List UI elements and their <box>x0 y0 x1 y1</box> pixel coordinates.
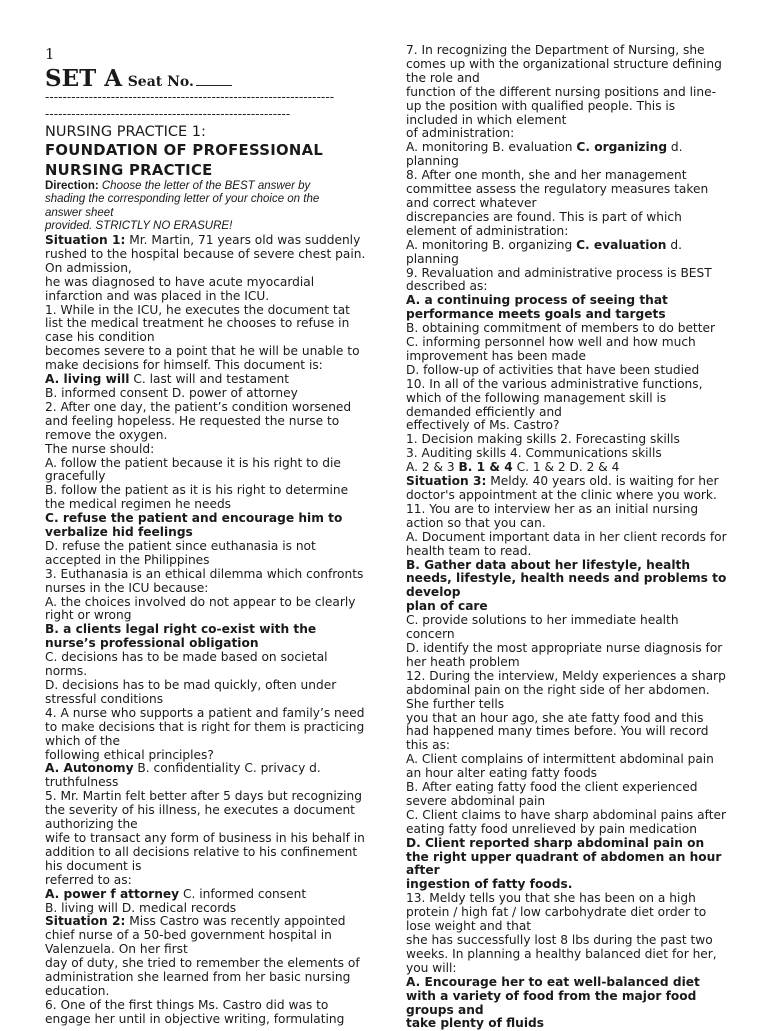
text-line <box>45 387 363 401</box>
section-subtitle <box>45 141 323 181</box>
body-text: D. follow-up of activities that have been studied <box>406 362 700 377</box>
text-line <box>406 642 724 656</box>
body-text: authorizing the <box>45 817 138 832</box>
answer-text: A. power f attorney <box>45 886 180 901</box>
text-line <box>45 623 363 637</box>
body-text: A. the choices involved do not appear to be clearly <box>45 594 356 609</box>
text-line <box>45 651 363 665</box>
text-line <box>406 906 724 920</box>
text-line <box>45 888 363 902</box>
body-text: chief nurse of a 50-bed government hospital in <box>45 928 332 943</box>
body-text: element of administration: <box>406 223 569 238</box>
text-line <box>406 976 724 990</box>
body-text: you that an hour ago, she ate fatty food and this <box>406 710 704 725</box>
answer-text: groups and <box>406 1002 484 1017</box>
text-line <box>406 350 724 364</box>
set-heading <box>45 65 232 92</box>
body-text: 3. Euthanasia is an ethical dilemma which confronts <box>45 566 364 581</box>
body-text: discrepancies are found. This is part of which <box>406 209 682 224</box>
right-column-body <box>406 43 727 1031</box>
body-text: the severity of his illness, he executes a document <box>45 803 355 818</box>
text-line <box>406 684 724 698</box>
text-line <box>45 790 363 804</box>
text-line <box>45 457 363 471</box>
body-text: 11. You are to interview her as an initial nursing <box>406 501 699 516</box>
text-line <box>406 225 724 239</box>
text-line <box>406 294 724 308</box>
text-line <box>45 512 363 526</box>
text-line <box>406 44 724 58</box>
body-text: She further tells <box>406 696 505 711</box>
body-text: weeks. In planning a healthy balanced diet for her, <box>406 946 717 961</box>
text-line <box>406 837 724 851</box>
body-text: truthfulness <box>45 775 119 790</box>
body-text: concern <box>406 627 455 642</box>
direction-text: shading the corresponding letter of your choice on the <box>45 193 320 206</box>
body-text: 2. After one day, the patient’s condition worsened <box>45 399 352 414</box>
text-line <box>406 920 724 934</box>
text-line <box>45 246 366 262</box>
body-text: of administration: <box>406 126 515 141</box>
text-line <box>45 818 363 832</box>
text-line <box>45 693 363 707</box>
body-text: the medical regimen he needs <box>45 497 232 512</box>
text-line <box>45 985 363 999</box>
text-line <box>45 304 363 318</box>
text-line <box>45 526 363 540</box>
body-text: referred to as: <box>45 872 132 887</box>
text-line <box>406 86 724 100</box>
body-text: an hour alter eating fatty foods <box>406 766 598 781</box>
text-line <box>406 628 724 642</box>
answer-text: C. evaluation <box>576 237 667 252</box>
body-text: effectively of Ms. Castro? <box>406 418 560 433</box>
body-text: this as: <box>406 738 451 753</box>
text-line <box>406 823 724 837</box>
text-line <box>45 429 363 443</box>
body-text: rushed to the hospital because of severe chest pain. <box>45 246 366 261</box>
body-text: 5. Mr. Martin felt better after 5 days but recognizing <box>45 789 362 804</box>
body-text: A. monitoring B. organizing <box>406 237 577 252</box>
text-line <box>406 878 724 892</box>
body-text: list the medical treatment he chooses to refuse in <box>45 316 350 331</box>
dash-line-1: ------------------------------------------------------------------ <box>45 90 335 104</box>
text-line <box>406 571 727 586</box>
body-text: lose weight and that <box>406 919 532 934</box>
text-line <box>45 443 363 457</box>
answer-text: with a variety of food from the major food <box>406 988 697 1003</box>
body-text: C. informing personnel how well and how much <box>406 335 696 350</box>
body-text: B. living will D. medical records <box>45 900 237 915</box>
answer-text: B. a clients legal right co-exist with the <box>45 622 317 637</box>
answer-text: A. living will <box>45 372 130 387</box>
answer-text: verbalize hid feelings <box>45 525 193 540</box>
body-text: up the position with qualified people. This is <box>406 98 676 113</box>
body-text: C. provide solutions to her immediate health <box>406 613 679 628</box>
section-subtitle-line: NURSING PRACTICE <box>45 162 213 179</box>
text-line <box>406 58 724 72</box>
body-text: 3. Auditing skills 4. Communications skills <box>406 446 662 461</box>
text-line <box>406 1004 724 1018</box>
answer-text: Situation 1: <box>45 233 126 247</box>
body-text: engage her until in objective writing, formulating <box>45 1011 345 1026</box>
body-text: planning <box>406 251 459 266</box>
text-line <box>406 141 724 155</box>
text-line <box>406 114 724 128</box>
body-text: function of the different nursing positions and line- <box>406 84 717 99</box>
text-line <box>406 753 724 767</box>
text-line <box>45 915 363 929</box>
text-line <box>406 169 724 183</box>
direction-text: provided. STRICTLY NO ERASURE! <box>45 220 233 233</box>
body-text: B. After eating fatty food the client experienced <box>406 780 698 795</box>
answer-text: needs, lifestyle, health needs and problems to <box>406 571 727 586</box>
direction-label: Direction: <box>45 180 99 192</box>
text-line <box>406 1017 724 1031</box>
text-line <box>45 276 363 290</box>
text-line <box>406 614 724 628</box>
text-line <box>406 127 724 141</box>
text-line <box>45 721 363 735</box>
left-column-body <box>45 233 366 1027</box>
text-line <box>45 596 363 610</box>
text-line <box>406 712 724 726</box>
section-title: NURSING PRACTICE 1: <box>45 124 206 140</box>
text-line <box>406 72 724 86</box>
body-text: to make decisions that is right for them is practicing <box>45 719 365 734</box>
text-line <box>406 545 724 559</box>
body-text: Miss Castro was recently appointed <box>125 914 346 929</box>
text-line <box>45 707 363 721</box>
body-text: right or wrong <box>45 608 132 623</box>
body-text: 10. In all of the various administrative functions, <box>406 376 703 391</box>
text-line <box>406 280 724 294</box>
body-text: nurses in the ICU because: <box>45 580 209 595</box>
body-text: C. 1 & 2 D. 2 & 4 <box>512 460 620 475</box>
answer-text: C. refuse the patient and encourage him to <box>45 511 343 526</box>
body-text: remove the oxygen. <box>45 427 168 442</box>
text-line <box>406 378 724 392</box>
text-line <box>45 359 363 373</box>
text-line <box>406 322 724 336</box>
text-line <box>406 155 724 169</box>
body-text: which of the following management skill is <box>406 390 667 405</box>
text-line <box>406 517 724 531</box>
body-text: stressful conditions <box>45 691 164 706</box>
body-text: 1. While in the ICU, he executes the document tat <box>45 302 350 317</box>
text-line <box>45 679 363 693</box>
body-text: following ethical principles? <box>45 747 214 762</box>
body-text: protein / high fat / low carbohydrate diet order to <box>406 905 707 920</box>
body-text: Mr. Martin, 71 years old was suddenly <box>125 233 361 247</box>
body-text: C. Client claims to have sharp abdominal pains after <box>406 807 726 822</box>
body-text: which of the <box>45 733 120 748</box>
text-line <box>45 762 363 776</box>
body-text: his document is <box>45 858 142 873</box>
body-text: becomes severe to a point that he will be unable to <box>45 344 360 359</box>
text-line <box>45 735 363 749</box>
body-text: 7. In recognizing the Department of Nursing, she <box>406 43 705 57</box>
body-text: included in which element <box>406 112 567 127</box>
answer-text: C. organizing <box>576 140 668 155</box>
body-text: make decisions for himself. This document is: <box>45 358 323 373</box>
text-line <box>45 832 363 846</box>
body-text: her heath problem <box>406 654 520 669</box>
text-line <box>45 234 363 248</box>
body-text: improvement has been made <box>406 348 586 363</box>
answer-text: B. Gather data about her lifestyle, health <box>406 557 691 572</box>
body-text: C. decisions has to be made based on societal <box>45 650 328 665</box>
text-line <box>406 183 724 197</box>
body-text: education. <box>45 983 110 998</box>
text-line <box>406 529 727 545</box>
body-text: committee assess the regulatory measures taken <box>406 182 709 197</box>
text-line <box>406 489 724 503</box>
answer-text: A. Autonomy <box>45 761 134 776</box>
text-line <box>45 846 363 860</box>
body-text: the role and <box>406 70 480 85</box>
answer-text: develop <box>406 585 461 600</box>
body-text: C. informed consent <box>179 886 307 901</box>
text-line <box>45 373 363 387</box>
body-text: The nurse should: <box>45 441 155 456</box>
text-line <box>406 948 724 962</box>
text-line <box>406 864 724 878</box>
text-line <box>45 568 363 582</box>
answer-text: after <box>406 863 440 878</box>
text-line <box>406 308 724 322</box>
text-line <box>406 447 724 461</box>
answer-text: ingestion of fatty foods. <box>406 877 573 892</box>
body-text: Valenzuela. On her first <box>45 942 188 957</box>
text-line <box>45 317 363 331</box>
text-line <box>406 851 724 865</box>
direction-text: Choose the letter of the BEST answer by <box>98 180 311 192</box>
body-text: gracefully <box>45 469 106 484</box>
text-line <box>45 943 363 957</box>
body-text: 9. Revaluation and administrative process is BEST <box>406 265 712 280</box>
body-text: Meldy. 40 years old. is waiting for her <box>486 474 719 489</box>
text-line <box>45 331 363 345</box>
text-line <box>406 100 724 114</box>
text-line <box>45 874 363 888</box>
text-line <box>406 725 724 739</box>
text-line <box>45 637 363 651</box>
text-line <box>406 809 724 823</box>
text-line <box>406 990 724 1004</box>
text-line <box>45 290 363 304</box>
text-line <box>45 554 363 568</box>
text-line <box>45 971 363 985</box>
text-line <box>45 860 363 874</box>
answer-text: nurse’s professional obligation <box>45 636 259 651</box>
body-text: B. follow the patient as it is his right to determine <box>45 483 349 498</box>
body-text: infarction and was placed in the ICU. <box>45 288 270 303</box>
section-subtitle-line: FOUNDATION OF PROFESSIONAL <box>45 142 324 159</box>
body-text: A. follow the patient because it is his right to die <box>45 455 341 470</box>
text-line <box>406 559 724 573</box>
text-line <box>45 804 363 818</box>
body-text: On admission, <box>45 260 132 275</box>
seat-label: Seat No. <box>127 74 194 90</box>
body-text: D. refuse the patient since euthanasia is not <box>45 538 316 553</box>
answer-text: performance meets goals and targets <box>406 307 666 322</box>
text-line <box>406 336 724 350</box>
text-line <box>45 401 363 415</box>
body-text: B. obtaining commitment of members to do better <box>406 321 716 336</box>
body-text: addition to all decisions relative to his confinement <box>45 844 358 859</box>
direction-text: answer sheet <box>45 206 114 219</box>
body-text: A. Client complains of intermittent abdominal pain <box>406 752 714 767</box>
body-text: 13. Meldy tells you that she has been on a high <box>406 891 696 906</box>
text-line <box>406 892 724 906</box>
body-text: C. last will and testament <box>129 372 289 387</box>
text-line <box>406 739 724 753</box>
body-text: and correct whatever <box>406 195 537 210</box>
text-line <box>406 392 724 406</box>
text-line <box>406 962 724 976</box>
text-line <box>45 999 363 1013</box>
text-line <box>45 776 363 790</box>
text-line <box>406 600 724 614</box>
text-line <box>406 253 724 267</box>
body-text: accepted in the Philippines <box>45 552 210 567</box>
text-line <box>406 475 724 489</box>
answer-text: B. 1 & 4 <box>458 460 513 475</box>
body-text: case his condition <box>45 330 155 345</box>
body-text: d. <box>667 140 683 155</box>
body-text: planning <box>406 154 459 169</box>
text-line <box>406 656 724 670</box>
body-text: 1. Decision making skills 2. Forecasting skills <box>406 432 680 447</box>
text-line <box>406 795 724 809</box>
text-line <box>45 609 363 623</box>
answer-text: D. Client reported sharp abdominal pain on <box>406 835 705 850</box>
text-line <box>406 767 724 781</box>
text-line <box>45 957 363 971</box>
text-line <box>406 364 724 378</box>
body-text: A. monitoring B. evaluation <box>406 140 577 155</box>
text-line <box>406 503 724 517</box>
body-text: she has successfully lost 8 lbs during the past two <box>406 933 713 947</box>
text-line <box>45 540 363 554</box>
text-line <box>45 749 363 763</box>
body-text: A. 2 & 3 <box>406 460 459 475</box>
body-text: comes up with the organizational structure defining <box>406 56 722 71</box>
text-line <box>406 670 724 684</box>
body-text: d. <box>666 237 682 252</box>
text-line <box>406 781 724 795</box>
body-text: administration she learned from her basic nursing <box>45 970 351 985</box>
body-text: and feeling hopeless. He requested the nurse to <box>45 413 340 428</box>
body-text: 8. After one month, she and her management <box>406 168 687 183</box>
text-line <box>406 406 724 420</box>
dash-line-2: -------------------------------------------------------- <box>45 107 291 121</box>
body-text: described as: <box>406 279 488 294</box>
body-text: action so that you can. <box>406 515 546 530</box>
body-text: doctor's appointment at the clinic where you work. <box>406 488 717 502</box>
body-text: you will: <box>406 960 457 975</box>
body-text: he was diagnosed to have acute myocardial <box>45 274 315 289</box>
body-text: demanded efficiently and <box>406 404 562 419</box>
body-text: health team to read. <box>406 543 532 558</box>
text-line <box>406 267 724 281</box>
text-line <box>45 484 363 498</box>
body-text: day of duty, she tried to remember the elements of <box>45 956 360 971</box>
body-text: A. Document important data in her client records for <box>406 529 727 544</box>
body-text: norms. <box>45 664 88 679</box>
body-text: eating fatty food unrelieved by pain medication <box>406 821 697 836</box>
answer-text: plan of care <box>406 599 488 614</box>
page-number: 1 <box>45 45 55 63</box>
text-line <box>406 698 724 712</box>
text-line <box>406 586 724 600</box>
body-text: 6. One of the first things Ms. Castro did was to <box>45 997 329 1012</box>
direction-block <box>45 180 365 234</box>
text-line <box>45 262 363 276</box>
text-line <box>406 461 724 475</box>
text-line <box>406 239 724 253</box>
text-line <box>45 345 363 359</box>
body-text: D. identify the most appropriate nurse diagnosis for <box>406 640 723 655</box>
answer-text: the right upper quadrant of abdomen an hour <box>406 849 722 864</box>
text-line <box>406 197 724 211</box>
answer-text: take plenty of fluids <box>406 1016 544 1031</box>
text-line <box>406 419 724 433</box>
body-text: B. confidentiality C. privacy d. <box>133 761 321 776</box>
text-line <box>406 934 724 948</box>
set-label: SET A <box>45 65 123 92</box>
text-line <box>45 470 363 484</box>
text-line <box>45 498 363 512</box>
text-line <box>45 415 363 429</box>
answer-text: Situation 2: <box>45 914 126 929</box>
text-line <box>45 902 363 916</box>
body-text: abdominal pain on the right side of her abdomen. <box>406 682 710 697</box>
text-line <box>45 582 363 596</box>
body-text: wife to transact any form of business in his behalf in <box>45 830 365 845</box>
text-line <box>45 929 363 943</box>
text-line <box>406 211 724 225</box>
body-text: D. decisions has to be mad quickly, often under <box>45 678 337 692</box>
body-text: had happened many times before. You will record <box>406 724 709 739</box>
body-text: severe abdominal pain <box>406 793 546 808</box>
text-line <box>45 1013 363 1027</box>
answer-text: Situation 3: <box>406 474 487 489</box>
answer-text: A. Encourage her to eat well-balanced diet <box>406 974 700 989</box>
body-text: 12. During the interview, Meldy experiences a sharp <box>406 668 726 683</box>
body-text: 4. A nurse who supports a patient and family’s need <box>45 705 365 720</box>
text-line <box>406 433 724 447</box>
text-line <box>45 665 363 679</box>
seat-number-blank <box>196 85 232 86</box>
answer-text: A. a continuing process of seeing that <box>406 293 668 308</box>
body-text: B. informed consent D. power of attorney <box>45 385 298 400</box>
